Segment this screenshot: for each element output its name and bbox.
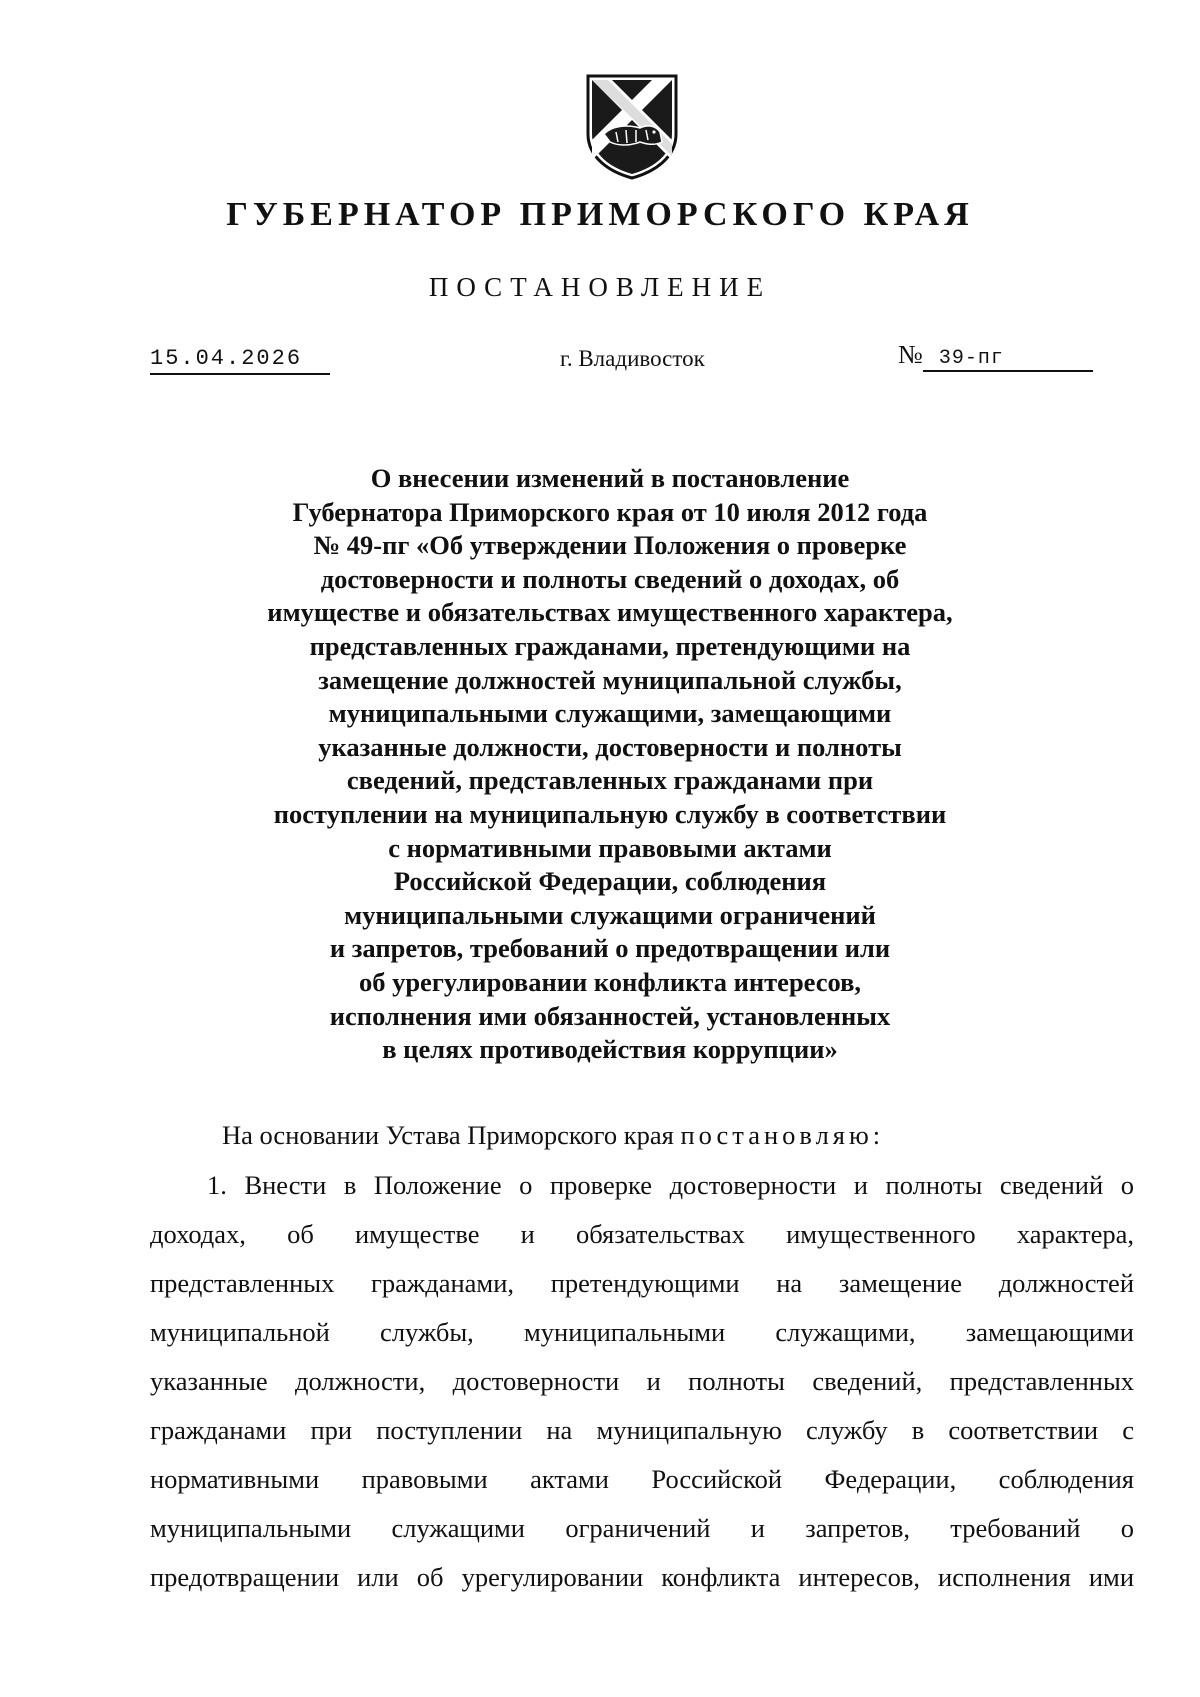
document-title xyxy=(210,462,1010,1067)
title-line: О внесении изменений в постановление xyxy=(370,463,850,493)
lead-text: На основании Устава Приморского края xyxy=(222,1120,674,1150)
title-line: муниципальными служащими ограничений xyxy=(344,899,876,930)
document-type: ПОСТАНОВЛЕНИЕ xyxy=(428,272,772,302)
paragraph-line: муниципальной службы, муниципальными служащими, замещающими xyxy=(150,1317,1134,1347)
lead-sentence xyxy=(222,1120,884,1151)
coat-of-arms-emblem xyxy=(582,72,682,180)
title-line: представленных гражданами, претендующими на xyxy=(309,630,911,661)
title-line: об урегулировании конфликта интересов, xyxy=(358,966,862,997)
title-line: указанные должности, достоверности и полноты xyxy=(318,731,902,762)
paragraph-line: нормативными правовыми актами Российской Федерации, соблюдения xyxy=(150,1464,1134,1494)
paragraph-line: 1. Внести в Положение о проверке достоверности и полноты сведений о xyxy=(207,1170,1134,1200)
title-line: в целях противодействия коррупции» xyxy=(382,1034,838,1065)
paragraph-line: доходах, об имуществе и обязательствах имущественного характера, xyxy=(150,1219,1134,1249)
paragraph-line: указанные должности, достоверности и полноты сведений, представленных xyxy=(150,1366,1134,1396)
document-date: 15.04.2026 xyxy=(150,346,330,375)
title-line: достоверности и полноты сведений о доходах, об xyxy=(320,563,900,594)
paragraph-line: представленных гражданами, претендующими на замещение должностей xyxy=(150,1268,1134,1298)
number-sign: № xyxy=(898,340,923,369)
title-line: и запретов, требований о предотвращении или xyxy=(329,933,891,964)
lead-decree-word: постановляю: xyxy=(680,1120,885,1150)
title-line: имуществе и обязательствах имущественного характера, xyxy=(267,597,953,628)
title-line: сведений, представленных гражданами при xyxy=(346,765,874,796)
number-value: 39-пг xyxy=(923,347,1093,372)
title-line: с нормативными правовыми актами xyxy=(388,832,832,863)
title-line: замещение должностей муниципальной службы, xyxy=(318,664,902,695)
paragraph-line: муниципальными служащими ограничений и запретов, требований о xyxy=(150,1513,1134,1543)
title-line: поступлении на муниципальную службу в соответствии xyxy=(273,798,947,829)
paragraph-line: гражданами при поступлении на муниципальную службу в соответствии с xyxy=(150,1415,1134,1445)
title-line: № 49-пг «Об утверждении Положения о проверке xyxy=(313,530,907,561)
title-line: Российской Федерации, соблюдения xyxy=(393,866,827,897)
document-city: г. Владивосток xyxy=(560,346,705,371)
title-line: Губернатора Приморского края от 10 июля 2012 года xyxy=(292,496,928,527)
title-line: муниципальными служащими, замещающими xyxy=(328,698,892,729)
title-line: исполнения ими обязанностей, установленных xyxy=(329,1000,891,1031)
document-number xyxy=(898,340,1110,372)
authority-heading: ГУБЕРНАТОР ПРИМОРСКОГО КРАЯ xyxy=(226,196,974,233)
paragraph-line: предотвращении или об урегулировании конфликта интересов, исполнения ими xyxy=(150,1562,1134,1592)
